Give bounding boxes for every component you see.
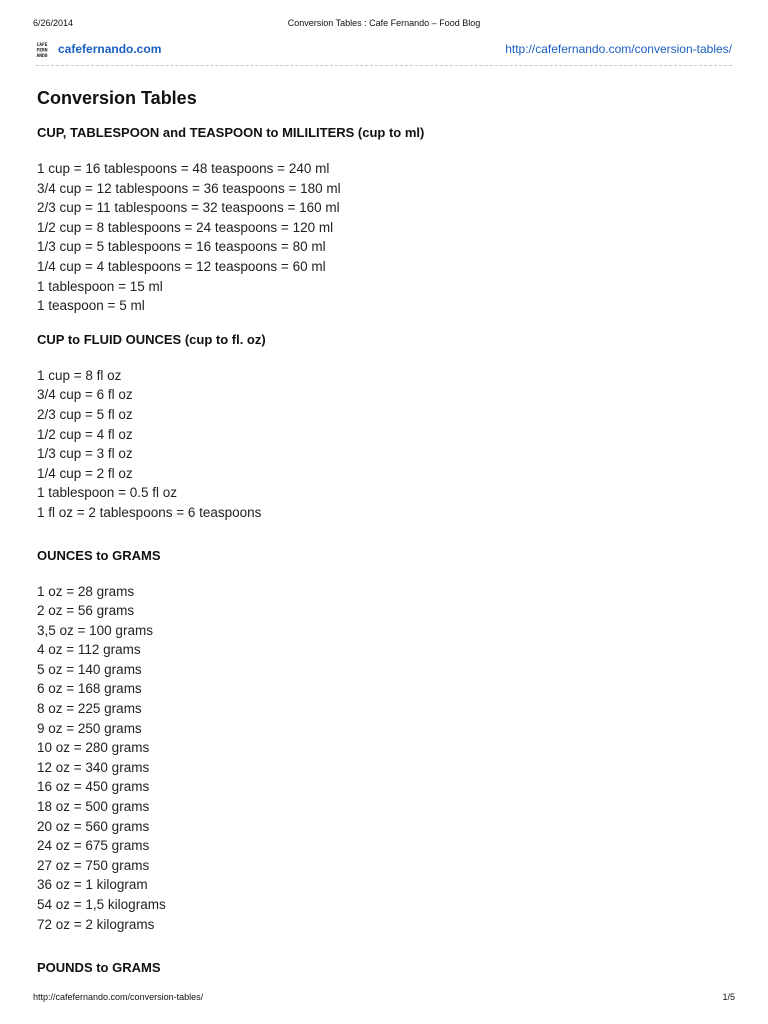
conversion-line: 36 oz = 1 kilogram	[37, 877, 148, 893]
print-header	[33, 18, 735, 32]
header-divider	[36, 65, 732, 66]
conversion-line: 54 oz = 1,5 kilograms	[37, 897, 166, 912]
section-cup-to-ml	[37, 124, 731, 316]
conversion-line: 4 oz = 112 grams	[37, 642, 141, 658]
conversion-line: 1 oz = 28 grams	[37, 583, 135, 599]
conversion-line: 1 tablespoon = 15 ml	[37, 278, 163, 294]
svg-text:ANDO: ANDO	[36, 54, 48, 58]
page-number: 1/5	[722, 992, 735, 1002]
conversion-line: 1 tablespoon = 0.5 fl oz	[37, 485, 177, 501]
conversion-line: 1 cup = 8 fl oz	[37, 367, 122, 383]
conversion-line: 1 fl oz = 2 tablespoons = 6 teaspoons	[37, 504, 262, 520]
conversion-line: 1/4 cup = 2 fl oz	[37, 465, 133, 481]
section-cup-to-fluid-ounces	[37, 331, 731, 523]
conversion-line: 1/4 cup = 4 tablespoons = 12 teaspoons = 60 ml	[37, 258, 326, 274]
section-heading: OUNCES to GRAMS	[37, 547, 161, 563]
conversion-line: 1/3 cup = 5 tablespoons = 16 teaspoons = 80 ml	[37, 239, 326, 255]
conversion-line: 12 oz = 340 grams	[37, 759, 150, 775]
conversion-line: 1/3 cup = 3 fl oz	[37, 446, 133, 462]
conversion-line: 24 oz = 675 grams	[37, 838, 150, 854]
conversion-line: 8 oz = 225 grams	[37, 701, 142, 717]
page-title: Conversion Tables	[37, 88, 197, 108]
conversion-line: 1/2 cup = 8 tablespoons = 24 teaspoons = 120 ml	[37, 219, 334, 235]
conversion-list	[37, 366, 731, 523]
conversion-line: 20 oz = 560 grams	[37, 818, 150, 834]
article-content	[37, 86, 731, 977]
conversion-line: 72 oz = 2 kilograms	[37, 916, 155, 932]
print-date: 6/26/2014	[33, 18, 74, 28]
footer-url: http://cafefernando.com/conversion-tables/	[33, 992, 204, 1002]
section-pounds-to-grams	[37, 959, 731, 977]
section-heading: CUP, TABLESPOON and TEASPOON to MILILITERS (cup to ml)	[37, 125, 425, 140]
conversion-line: 9 oz = 250 grams	[37, 720, 142, 736]
conversion-line: 3/4 cup = 12 tablespoons = 36 teaspoons = 180 ml	[37, 180, 341, 196]
conversion-line: 2/3 cup = 5 fl oz	[37, 406, 133, 422]
conversion-line: 10 oz = 280 grams	[37, 740, 150, 756]
page-url-link[interactable]: http://cafefernando.com/conversion-tables/	[505, 42, 732, 56]
conversion-line: 2/3 cup = 11 tablespoons = 32 teaspoons = 160 ml	[37, 200, 340, 216]
conversion-line: 6 oz = 168 grams	[37, 681, 142, 697]
print-footer	[33, 992, 735, 1004]
conversion-line: 1 cup = 16 tablespoons = 48 teaspoons = 240 ml	[37, 161, 330, 176]
conversion-line: 1/2 cup = 4 fl oz	[37, 426, 133, 442]
conversion-line: 27 oz = 750 grams	[37, 857, 150, 873]
section-heading: CUP to FLUID OUNCES (cup to fl. oz)	[37, 331, 266, 347]
conversion-line: 3/4 cup = 6 fl oz	[37, 387, 133, 403]
svg-text:CAFE: CAFE	[36, 43, 48, 48]
conversion-list	[37, 159, 731, 316]
conversion-line: 16 oz = 450 grams	[37, 779, 150, 795]
cafe-fernando-logo-icon[interactable]	[36, 41, 52, 58]
site-bar	[36, 40, 732, 60]
section-ounces-to-grams	[37, 547, 731, 935]
print-page-title: Conversion Tables : Cafe Fernando – Food Blog	[287, 18, 481, 28]
conversion-line: 3,5 oz = 100 grams	[37, 622, 153, 638]
conversion-line: 2 oz = 56 grams	[37, 603, 135, 619]
conversion-line: 1 teaspoon = 5 ml	[37, 298, 145, 314]
site-name-link[interactable]: cafefernando.com	[58, 42, 162, 56]
conversion-line: 18 oz = 500 grams	[37, 799, 150, 815]
section-heading: POUNDS to GRAMS	[37, 960, 161, 976]
conversion-list	[37, 582, 731, 935]
conversion-line: 5 oz = 140 grams	[37, 661, 142, 677]
svg-text:FERN: FERN	[36, 48, 48, 54]
